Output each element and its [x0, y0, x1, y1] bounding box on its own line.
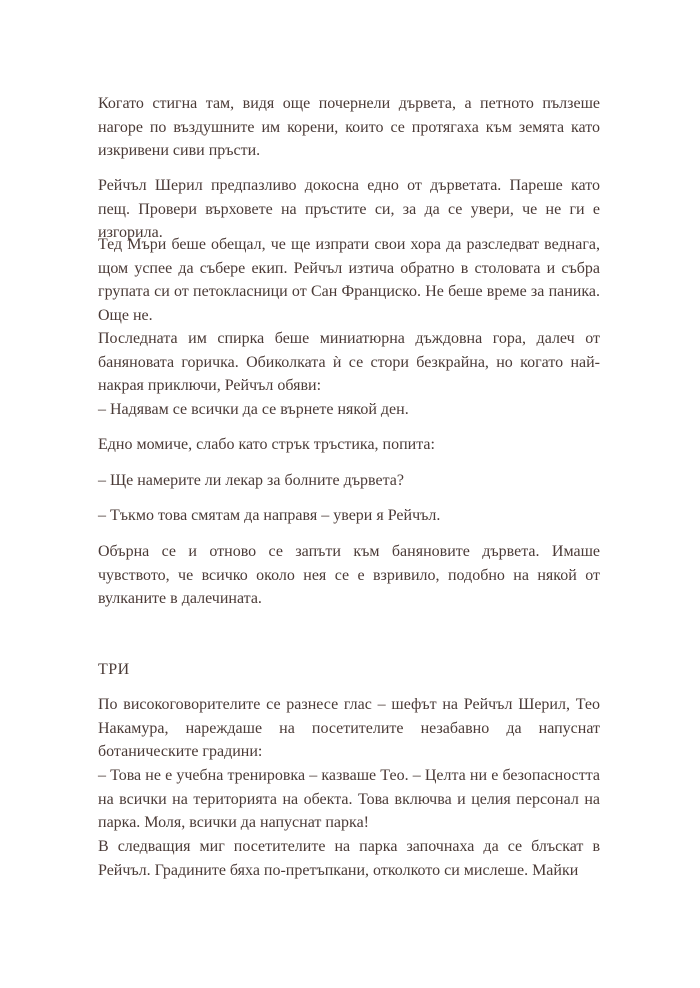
paragraph-visitors-crowd: В следващия миг посетителите на парка започнаха да се блъскат в Рейчъл. Градините бяха по-претъпкани, отколкото си мислеше. Майки — [98, 838, 600, 879]
paragraph-turned-back: Обърна се и отново се запъти към баняновите дървета. Имаше чувството, че всичко около нея се е взривило, подобно на някой от вулканите в далечината. — [98, 543, 600, 607]
paragraph-last-stop: Последната им спирка беше миниатюрна дъждовна гора, далеч от баняновата горичка. Обиколката ѝ се стори безкрайна, но когато най-накрая приключи, Рейчъл обяви: — [98, 330, 600, 394]
paragraph-not-drill: – Това не е учебна тренировка – казваше Тео. – Целта ни е безопасността на всички на територията на обекта. Това включва и целия персонал на парка. Моля, всички да напуснат парка! — [98, 767, 600, 831]
paragraph-touched-tree: Рейчъл Шерил предпазливо докосна едно от дърветата. Пареше като пещ. Провери върховете на пръстите си, за да се увери, че не ги е изгорила. — [98, 177, 600, 241]
paragraph-girl-asked: Едно момиче, слабо като стрък тръстика, попита: — [98, 436, 435, 453]
paragraph-ted-murray: Тед Мъри беше обещал, че ще изпрати свои хора да разследват веднага, щом успее да събере екип. Рейчъл изтича обратно в столовата и събра групата си от петокласници от Сан Франциско. Не беше време за паника. Още не. — [98, 236, 600, 324]
paragraph-doctor-question: – Ще намерите ли лекар за болните дървета? — [98, 472, 404, 489]
chapter-title: ТРИ — [98, 661, 130, 678]
paragraph-hope-return: – Надявам се всички да се върнете някой ден. — [98, 401, 409, 418]
paragraph-blackened-trees: Когато стигна там, видя още почернели дървета, а петното пълзеше нагоре по въздушните им корени, които се протягаха към земята като изкривени сиви пръсти. — [98, 95, 600, 159]
paragraph-loudspeakers: По високоговорителите се разнесе глас – шефът на Рейчъл Шерил, Тео Накамура, нареждаше на посетителите незабавно да напуснат ботаническите градини: — [98, 696, 600, 760]
paragraph-reply: – Тъкмо това смятам да направя – увери я Рейчъл. — [98, 507, 441, 524]
